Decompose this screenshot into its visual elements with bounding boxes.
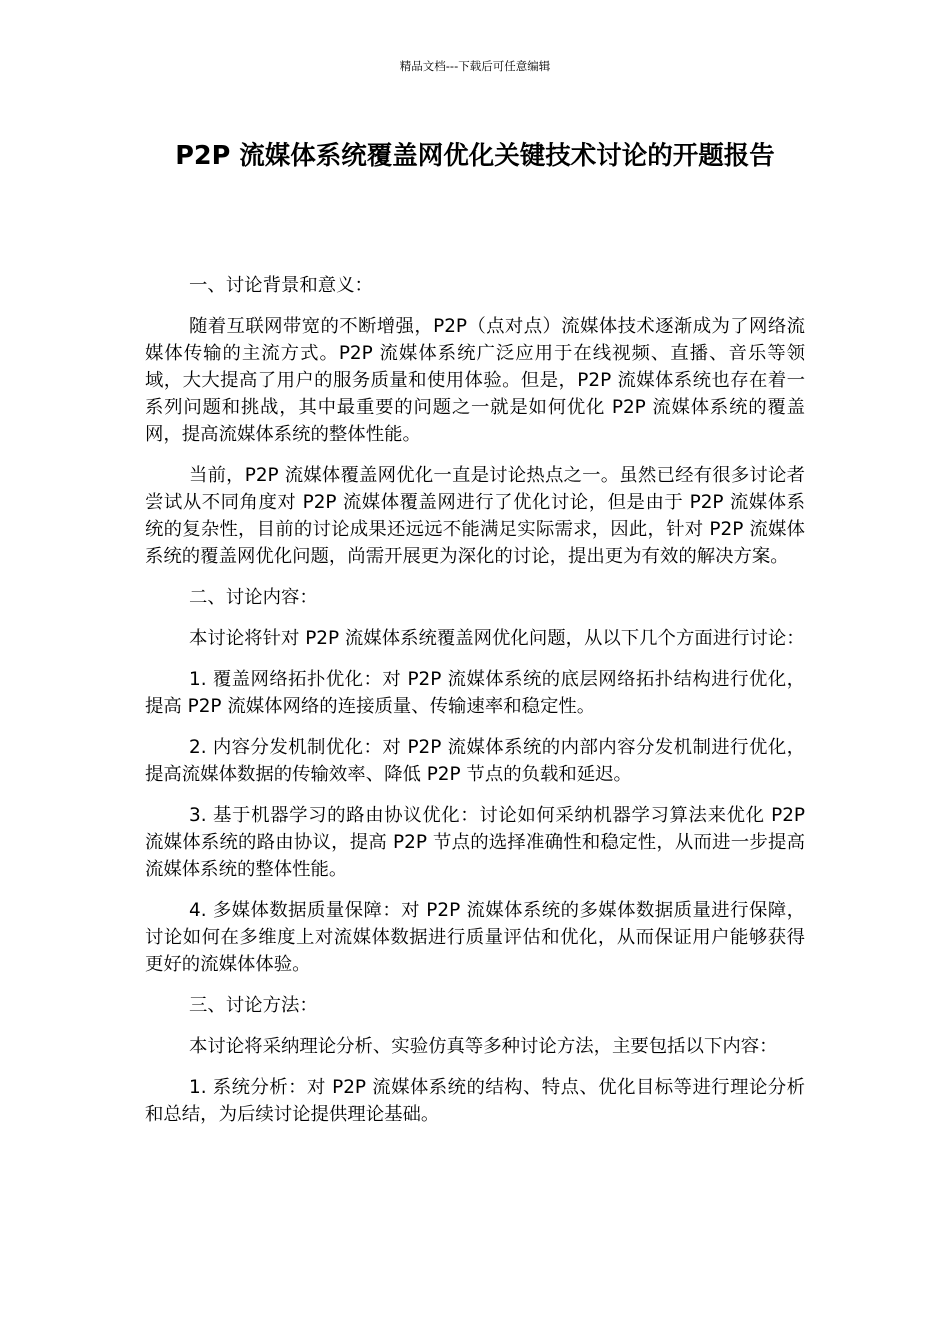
document-title: P2P 流媒体系统覆盖网优化关键技术讨论的开题报告 <box>175 141 775 171</box>
section-heading-methods: 三、讨论方法： <box>189 995 318 1016</box>
paragraph: 本讨论将针对 P2P 流媒体系统覆盖网优化问题，从以下几个方面进行讨论： <box>189 628 805 649</box>
paragraph: 当前，P2P 流媒体覆盖网优化一直是讨论热点之一。虽然已经有很多讨论者尝试从不同角度对 P2P 流媒体覆盖网进行了优化讨论，但是由于 P2P 流媒体系统的复杂性，目前的讨论成果还远远不能满足实际需求，因此，针对 P2P 流媒体系统的覆盖网优化问题，尚需开展更为深化的讨论，提出更为有效的解决方案。 <box>145 465 805 567</box>
list-item: 1. 覆盖网络拓扑优化：对 P2P 流媒体系统的底层网络拓扑结构进行优化，提高 P2P 流媒体网络的连接质量、传输速率和稳定性。 <box>145 669 805 717</box>
list-item: 3. 基于机器学习的路由协议优化：讨论如何采纳机器学习算法来优化 P2P 流媒体系统的路由协议，提高 P2P 节点的选择准确性和稳定性，从而进一步提高流媒体系统的整体性能。 <box>145 805 805 880</box>
list-item: 1. 系统分析：对 P2P 流媒体系统的结构、特点、优化目标等进行理论分析和总结，为后续讨论提供理论基础。 <box>145 1077 805 1125</box>
paragraph: 本讨论将采纳理论分析、实验仿真等多种讨论方法，主要包括以下内容： <box>189 1036 778 1057</box>
document-body <box>145 272 805 1142</box>
list-item: 4. 多媒体数据质量保障：对 P2P 流媒体系统的多媒体数据质量进行保障，讨论如何在多维度上对流媒体数据进行质量评估和优化，从而保证用户能够获得更好的流媒体体验。 <box>145 900 805 975</box>
list-item: 2. 内容分发机制优化：对 P2P 流媒体系统的内部内容分发机制进行优化，提高流媒体数据的传输效率、降低 P2P 节点的负载和延迟。 <box>145 737 805 785</box>
header-note: 精品文档---下载后可任意编辑 <box>399 59 551 73</box>
section-heading-background: 一、讨论背景和意义： <box>189 275 373 296</box>
section-heading-content: 二、讨论内容： <box>189 587 318 608</box>
paragraph: 随着互联网带宽的不断增强，P2P（点对点）流媒体技术逐渐成为了网络流媒体传输的主流方式。P2P 流媒体系统广泛应用于在线视频、直播、音乐等领域，大大提高了用户的服务质量和使用体验。但是，P2P 流媒体系统也存在着一系列问题和挑战，其中最重要的问题之一就是如何优化 P2P 流媒体系统的覆盖网，提高流媒体系统的整体性能。 <box>145 316 805 445</box>
